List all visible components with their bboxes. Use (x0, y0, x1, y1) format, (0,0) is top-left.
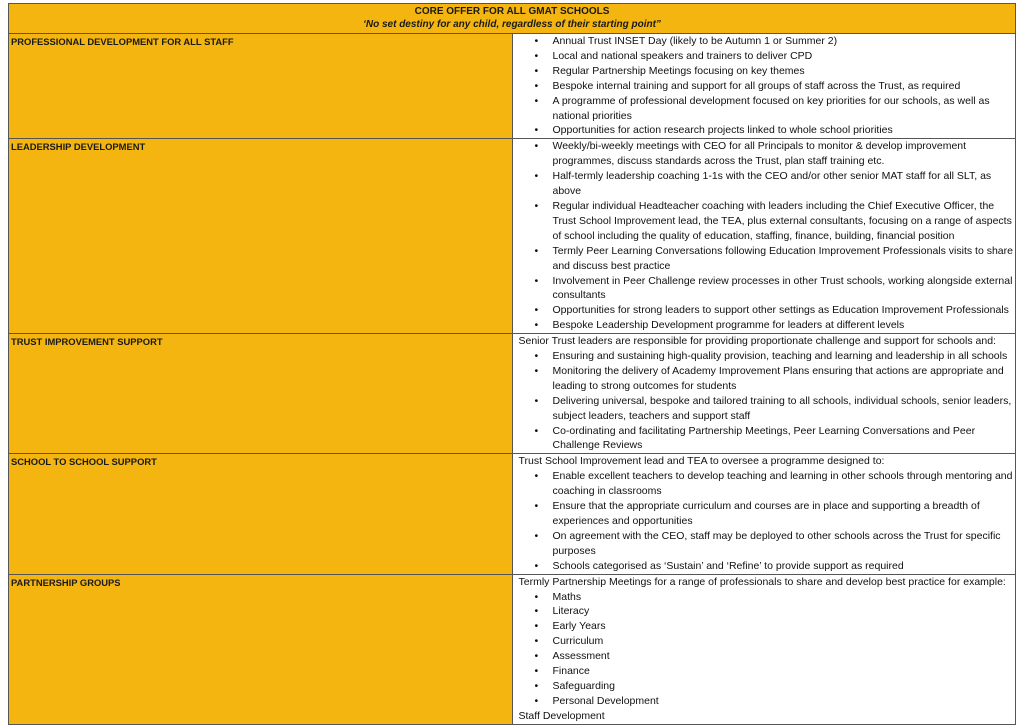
bullet-item: • Ensure that the appropriate curriculum and courses are in place and supporting a breadth of experiences and opportunities (553, 499, 1014, 529)
section-content (512, 334, 1016, 454)
bullet-item: • Early Years (553, 619, 1014, 634)
bullet-item: • Local and national speakers and trainers to deliver CPD (553, 49, 1014, 64)
section-label: SCHOOL TO SCHOOL SUPPORT (9, 454, 513, 574)
bullet-item: • Ensuring and sustaining high-quality provision, teaching and learning and leadership in all schools (553, 349, 1014, 364)
bullet-item: • Assessment (553, 649, 1014, 664)
bullet-item: • Maths (553, 590, 1014, 605)
section-bullet-list (519, 34, 1014, 138)
bullet-item: • On agreement with the CEO, staff may be deployed to other schools across the Trust for specific purposes (553, 529, 1014, 559)
section-bullet-list (519, 349, 1014, 453)
bullet-item: • Half-termly leadership coaching 1-1s with the CEO and/or other senior MAT staff for all SLT, as above (553, 169, 1014, 199)
section-label: PARTNERSHIP GROUPS (9, 574, 513, 724)
section-intro: Trust School Improvement lead and TEA to oversee a programme designed to: (518, 455, 885, 468)
bullet-item: • Termly Peer Learning Conversations following Education Improvement Professionals visits to share and discuss best practice (553, 244, 1014, 274)
bullet-item: • Involvement in Peer Challenge review processes in other Trust schools, working alongside external consultants (553, 274, 1014, 304)
section-outro: Staff Development (518, 709, 605, 722)
bullet-item: • Delivering universal, bespoke and tailored training to all schools, individual schools, senior leaders, subject leaders, teachers and support staff (553, 394, 1014, 424)
section-content (512, 454, 1016, 574)
section-label: PROFESSIONAL DEVELOPMENT FOR ALL STAFF (9, 34, 513, 139)
bullet-item: • Personal Development (553, 694, 1014, 709)
section-intro: Senior Trust leaders are responsible for providing proportionate challenge and support for schools and: (518, 335, 996, 348)
bullet-item: • Curriculum (553, 634, 1014, 649)
bullet-item: • Weekly/bi-weekly meetings with CEO for all Principals to monitor & develop improvement programmes, discuss standards across the Trust, plan staff training etc. (553, 139, 1014, 169)
header-cell (9, 4, 1016, 34)
section-content (512, 574, 1016, 724)
section-bullet-list (519, 469, 1014, 573)
bullet-item: • Opportunities for action research projects linked to whole school priorities (553, 123, 1014, 138)
core-offer-table (8, 3, 1016, 725)
section-row (9, 454, 1016, 574)
bullet-item: • Bespoke Leadership Development programme for leaders at different levels (553, 318, 1014, 333)
bullet-item: • Opportunities for strong leaders to support other settings as Education Improvement Professionals (553, 303, 1014, 318)
bullet-item: • Bespoke internal training and support for all groups of staff across the Trust, as required (553, 79, 1014, 94)
bullet-item: • Enable excellent teachers to develop teaching and learning in other schools through mentoring and coaching in classrooms (553, 469, 1014, 499)
bullet-item: • Regular individual Headteacher coaching with leaders including the Chief Executive Officer, the Trust School Improvement lead, the TEA, plus external consultants, focusing on a range of aspects of school including the quality of education, staffing, finance, building, financial position (553, 199, 1014, 244)
section-bullet-list (519, 139, 1014, 333)
header-row (9, 4, 1016, 34)
section-content (512, 34, 1016, 139)
bullet-item: • Annual Trust INSET Day (likely to be Autumn 1 or Summer 2) (553, 34, 1014, 49)
bullet-item: • Safeguarding (553, 679, 1014, 694)
section-row (9, 34, 1016, 139)
bullet-item: • Finance (553, 664, 1014, 679)
bullet-item: • Monitoring the delivery of Academy Improvement Plans ensuring that actions are appropriate and leading to strong outcomes for students (553, 364, 1014, 394)
bullet-item: • Schools categorised as ‘Sustain’ and ‘Refine’ to provide support as required (553, 559, 1014, 574)
sections-body (9, 34, 1016, 725)
section-row (9, 574, 1016, 724)
section-label: LEADERSHIP DEVELOPMENT (9, 139, 513, 334)
section-row (9, 334, 1016, 454)
section-content (512, 139, 1016, 334)
bullet-item: • A programme of professional development focused on key priorities for our schools, as well as national priorities (553, 94, 1014, 124)
bullet-item: • Literacy (553, 604, 1014, 619)
bullet-item: • Regular Partnership Meetings focusing on key themes (553, 64, 1014, 79)
section-row (9, 139, 1016, 334)
document-title: CORE OFFER FOR ALL GMAT SCHOOLS (414, 6, 610, 17)
section-bullet-list (519, 590, 1014, 709)
bullet-item: • Co-ordinating and facilitating Partnership Meetings, Peer Learning Conversations and Peer Challenge Reviews (553, 424, 1014, 454)
core-offer-document (8, 3, 1016, 725)
section-label: TRUST IMPROVEMENT SUPPORT (9, 334, 513, 454)
document-motto: ‘No set destiny for any child, regardless of their starting point” (363, 19, 661, 30)
section-intro: Termly Partnership Meetings for a range of professionals to share and develop best practice for example: (518, 575, 1006, 588)
